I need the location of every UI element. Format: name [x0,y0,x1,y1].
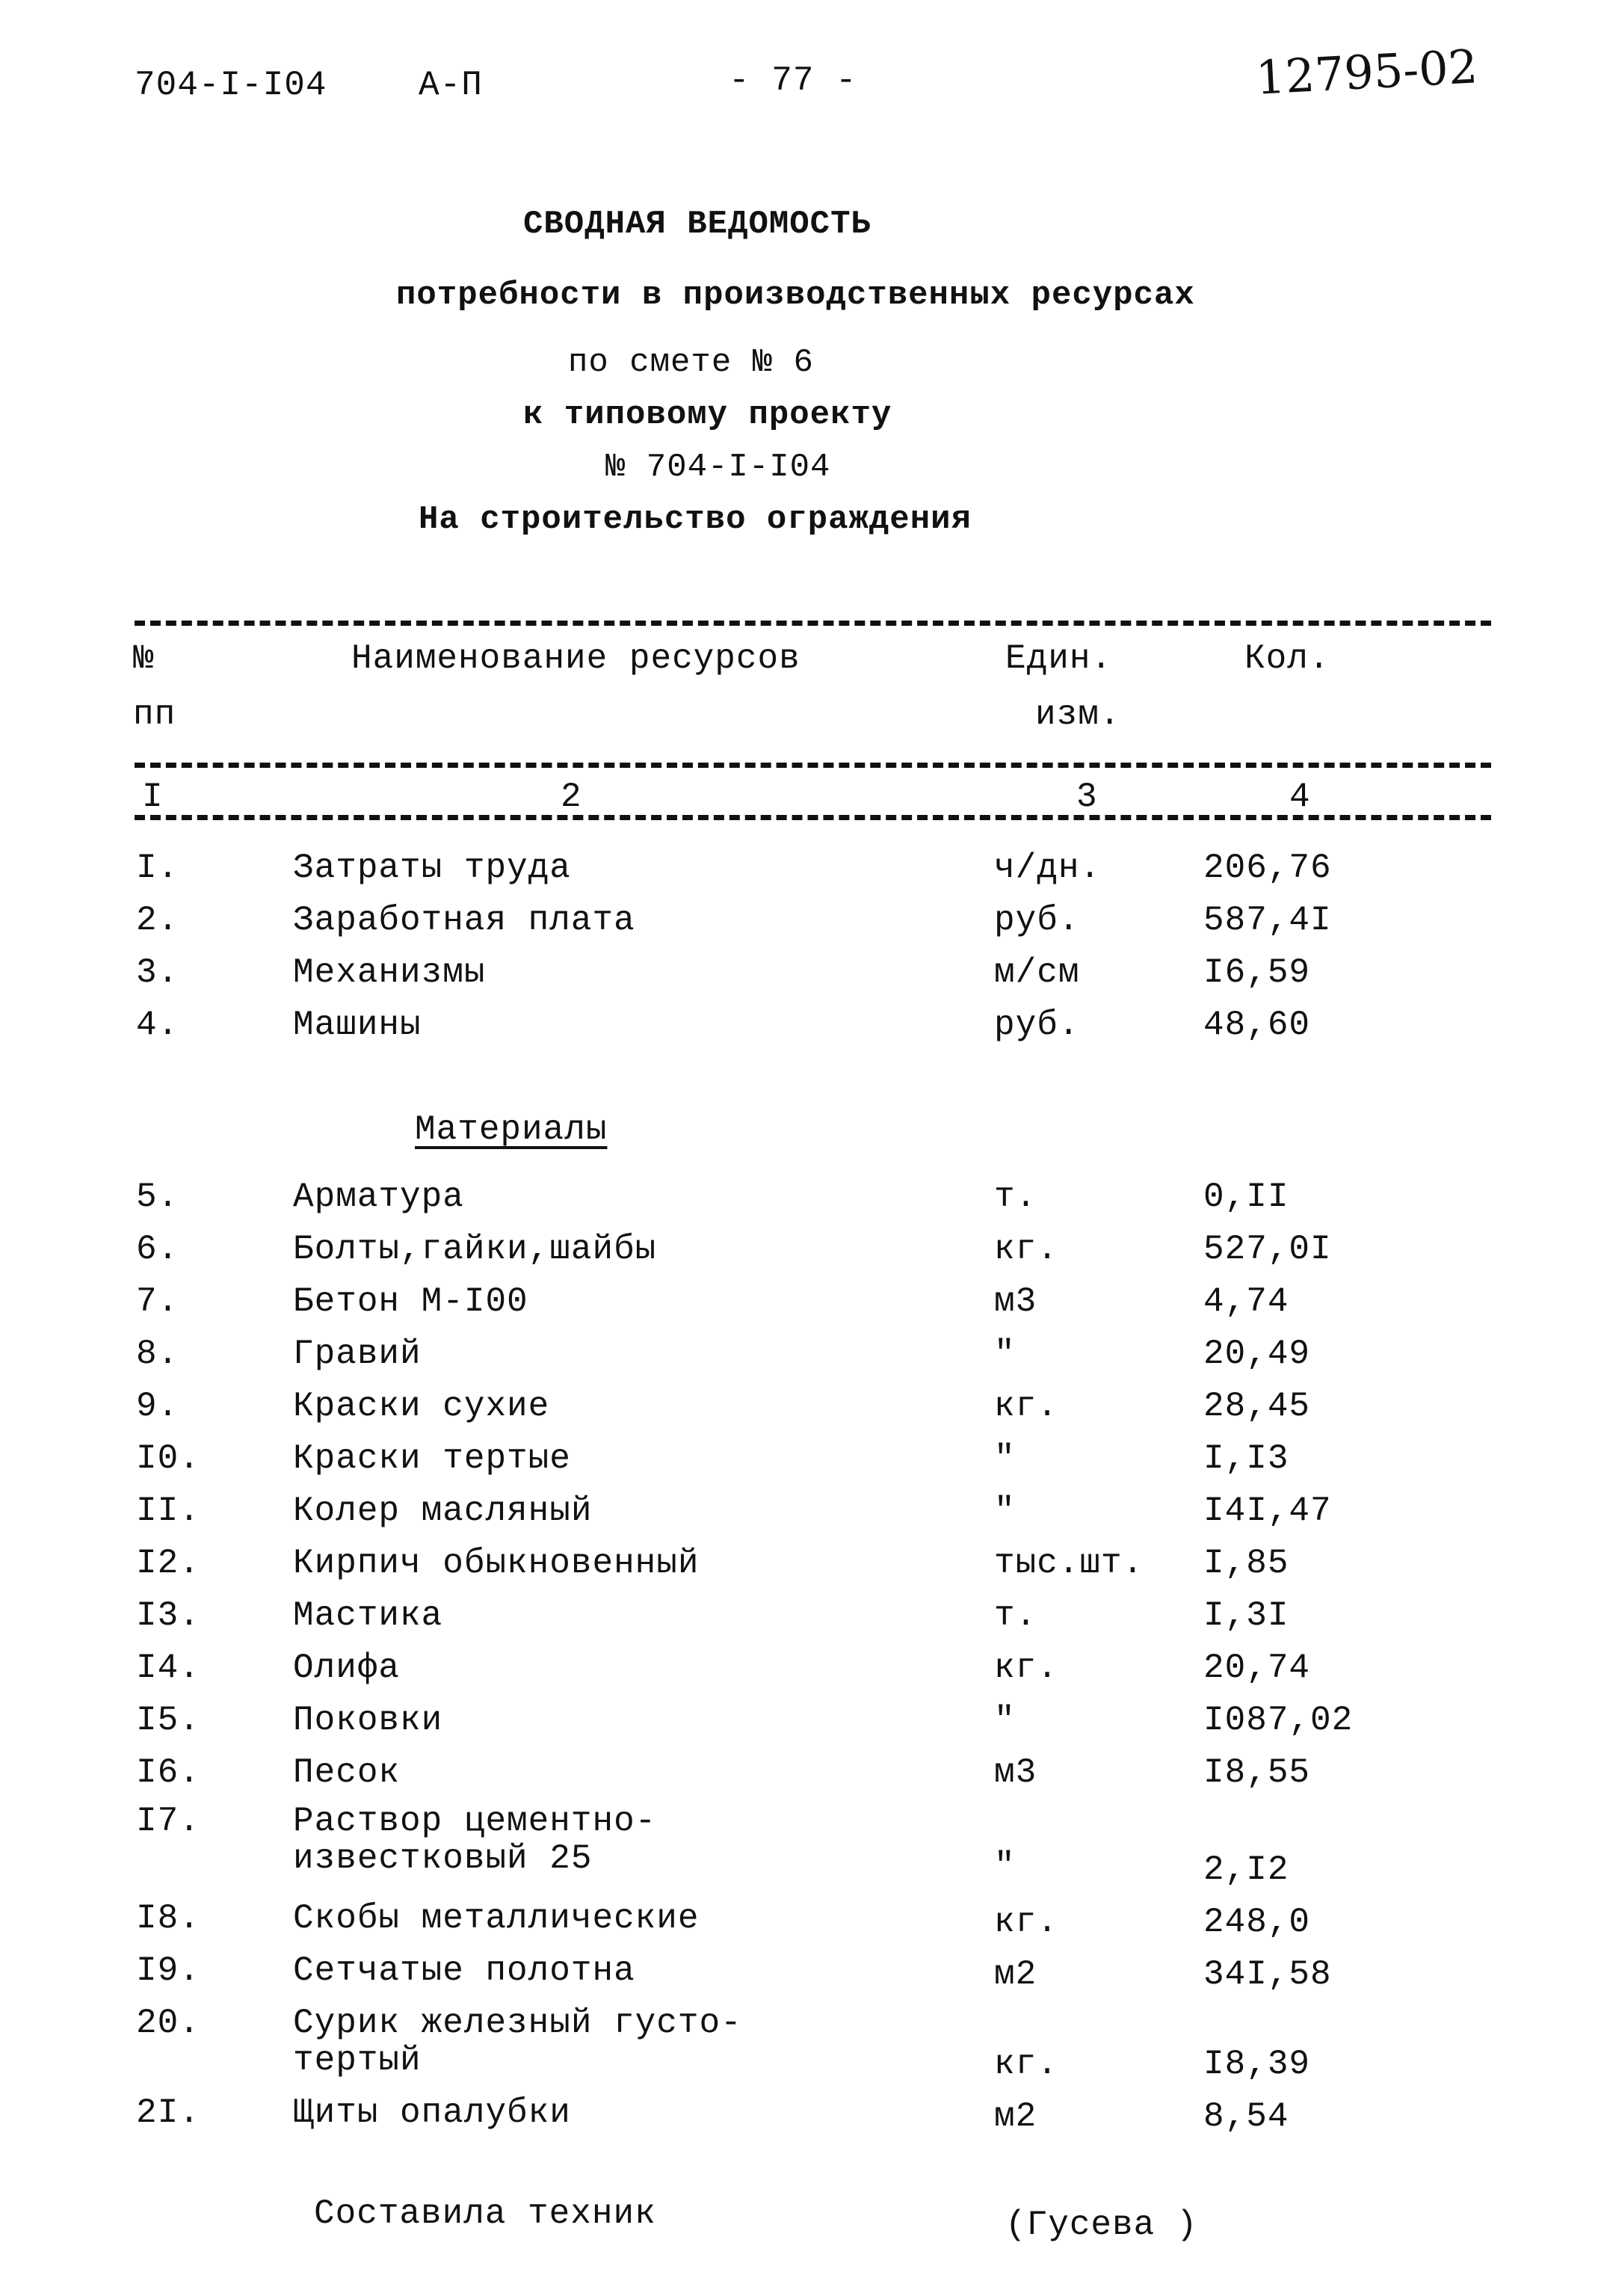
row-qty: 2,I2 [1203,1850,1289,1889]
row-unit: кг. [994,1230,1058,1269]
row-name: Затраты труда [293,849,571,887]
row-name: Гравий [293,1335,422,1373]
row-name: Мастика [293,1596,443,1635]
row-name: Поковки [293,1701,443,1740]
row-num: 6. [136,1230,179,1269]
row-unit: м3 [994,1753,1037,1792]
row-qty: I8,55 [1203,1753,1311,1792]
row-unit: " [994,1847,1016,1886]
row-qty: I4I,47 [1203,1492,1332,1530]
row-name: Болты,гайки,шайбы [293,1230,657,1269]
row-num: I7. [136,1802,200,1841]
row-num: 2. [136,901,179,940]
row-name: Олифа [293,1649,401,1687]
row-unit: тыс.шт. [994,1544,1144,1583]
table-top-rule [135,621,1491,626]
row-num: I5. [136,1701,200,1740]
row-name: Сетчатые полотна [293,1951,635,1990]
row-qty: I,I3 [1203,1439,1289,1478]
doc-subtitle: потребности в производственных ресурсах [396,277,1195,314]
row-name: Скобы металлические [293,1899,700,1938]
col-number-4: 4 [1289,778,1311,816]
row-name: Краски сухие [293,1387,550,1426]
header-unit-label-2: изм. [1035,695,1121,734]
row-num: I8. [136,1899,200,1938]
row-qty: 8,54 [1203,2097,1289,2136]
row-name-cont: тертый [293,2041,422,2080]
row-qty: I,85 [1203,1544,1289,1583]
row-unit: м/см [994,953,1080,992]
signature-name: (Гусева ) [1005,2206,1198,2244]
estimate-number: по смете № 6 [568,344,814,381]
row-name: Механизмы [293,953,486,992]
row-num: 2I. [136,2093,200,2132]
row-unit: " [994,1492,1016,1530]
row-num: I0. [136,1439,200,1478]
row-unit: м2 [994,1955,1037,1994]
row-unit: руб. [994,1006,1080,1044]
row-name: Краски тертые [293,1439,571,1478]
row-unit: м3 [994,1282,1037,1321]
page-number: - 77 - [729,61,857,100]
row-num: I6. [136,1753,200,1792]
archive-number: 12795-02 [1254,39,1479,105]
row-qty: 20,74 [1203,1649,1311,1687]
row-qty: 20,49 [1203,1335,1311,1373]
row-unit: " [994,1439,1016,1478]
row-qty: 248,0 [1203,1903,1311,1942]
col-number-1: I [142,778,164,816]
row-name: Сурик железный густо- [293,2004,742,2043]
row-unit: ч/дн. [994,849,1102,887]
row-qty: 4,74 [1203,1282,1289,1321]
row-unit: кг. [994,1649,1058,1687]
col-number-3: 3 [1076,778,1098,816]
row-qty: 587,4I [1203,901,1332,940]
row-name: Щиты опалубки [293,2093,571,2132]
header-unit-label: Един. [1005,639,1113,678]
header-name-label: Наименование ресурсов [351,639,800,678]
row-name: Колер масляный [293,1492,593,1530]
header-num-label-2: пп [133,695,176,734]
row-num: I9. [136,1951,200,1990]
row-unit: руб. [994,901,1080,940]
row-num: 7. [136,1282,179,1321]
row-unit: кг. [994,1387,1058,1426]
col-numbers-rule [135,815,1491,820]
project-code: 704-I-I04 [135,66,327,105]
row-name: Песок [293,1753,401,1792]
row-qty: I6,59 [1203,953,1311,992]
row-num: 5. [136,1178,179,1216]
header-num-label: № [133,639,155,678]
row-qty: 527,0I [1203,1230,1332,1269]
to-project: к типовому проекту [523,396,892,434]
row-qty: I8,39 [1203,2045,1311,2084]
row-name-cont: известковый 25 [293,1839,593,1878]
row-name: Раствор цементно- [293,1802,657,1841]
project-description: На строительство ограждения [419,501,972,538]
project-number: № 704-I-I04 [605,449,831,486]
header-qty-label: Кол. [1244,639,1330,678]
row-unit: " [994,1701,1016,1740]
row-unit: т. [994,1596,1037,1635]
section-code: А-П [419,66,483,105]
row-unit: т. [994,1178,1037,1216]
compiled-by-label: Составила техник [314,2194,656,2233]
row-qty: I,3I [1203,1596,1289,1635]
doc-title: СВОДНАЯ ВЕДОМОСТЬ [523,206,872,243]
row-unit: " [994,1335,1016,1373]
header-bottom-rule [135,763,1491,768]
row-qty: 28,45 [1203,1387,1311,1426]
row-num: I. [136,849,179,887]
row-name: Арматура [293,1178,464,1216]
row-qty: I087,02 [1203,1701,1354,1740]
row-num: 8. [136,1335,179,1373]
row-unit: кг. [994,2045,1058,2084]
row-num: I4. [136,1649,200,1687]
row-unit: м2 [994,2097,1037,2136]
col-number-2: 2 [561,778,582,816]
row-qty: 0,II [1203,1178,1289,1216]
row-qty: 206,76 [1203,849,1332,887]
materials-heading: Материалы [415,1110,608,1149]
row-num: I2. [136,1544,200,1583]
row-name: Кирпич обыкновенный [293,1544,700,1583]
row-num: 4. [136,1006,179,1044]
row-num: II. [136,1492,200,1530]
row-name: Машины [293,1006,422,1044]
row-num: 3. [136,953,179,992]
row-num: 20. [136,2004,200,2043]
row-qty: 34I,58 [1203,1955,1332,1994]
row-num: I3. [136,1596,200,1635]
row-unit: кг. [994,1903,1058,1942]
row-name: Заработная плата [293,901,635,940]
row-name: Бетон М-I00 [293,1282,528,1321]
row-num: 9. [136,1387,179,1426]
row-qty: 48,60 [1203,1006,1311,1044]
